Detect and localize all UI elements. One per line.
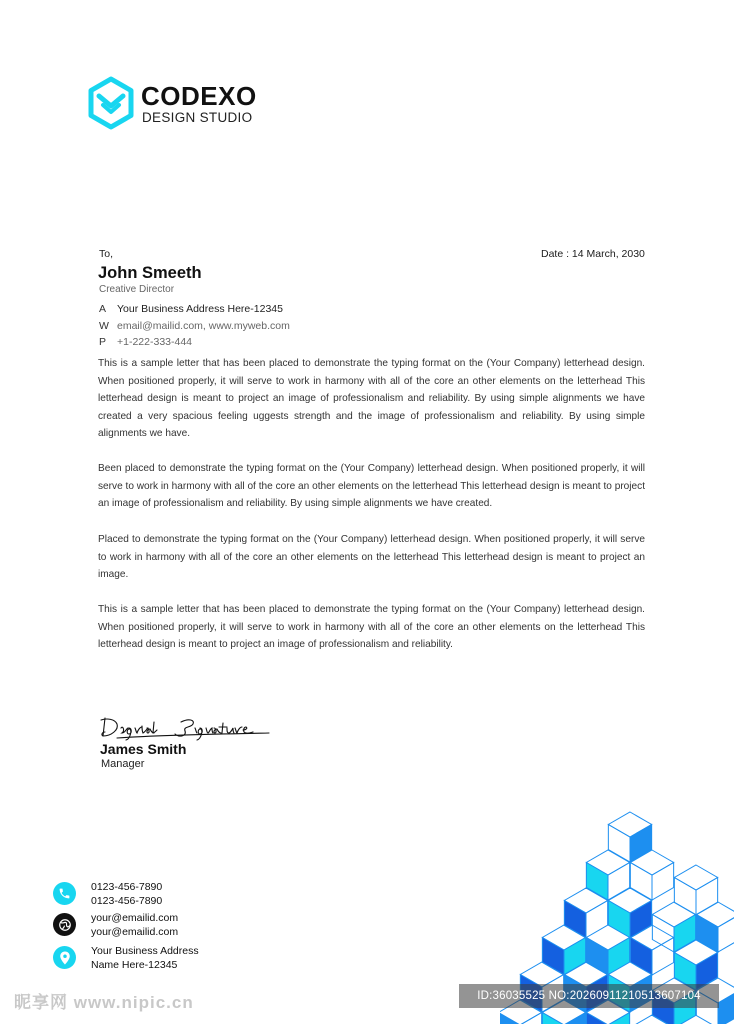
cube-face	[586, 1013, 608, 1025]
web-value: email@mailid.com, www.myweb.com	[117, 320, 290, 332]
cube-face	[500, 1013, 520, 1025]
cube-face	[652, 938, 674, 976]
cube-face	[652, 915, 674, 953]
body-paragraph: Placed to demonstrate the typing format on the (Your Company) letterhead design. When positioned properly, it will serve to work in harmony with all of the core an other elements on the letterhead This letterhead design is meant to project an image.	[98, 534, 645, 581]
signer-name: James Smith	[100, 741, 187, 757]
footer-emails	[91, 912, 178, 939]
phone-icon	[53, 882, 76, 905]
body-paragraph: This is a sample letter that has been placed to demonstrate the typing format on the (Your Company) letterhead design. When positioned properly, it will serve to work in harmony with all of the core an other elements on the letterhead This letterhead design is meant to project an image of professionalism and reliability. By using simple alignments we have created a very spacious feeling uggests strength and the image of professionalism and reliability. By using simple alignments we have.	[98, 358, 645, 440]
brand-name: CODEXO	[141, 81, 257, 111]
watermark-left: 昵享网 www.nipic.cn	[14, 993, 194, 1012]
cube-face	[674, 878, 696, 916]
globe-icon	[53, 913, 76, 936]
cube-face	[674, 865, 717, 890]
recipient-title: Creative Director	[99, 284, 175, 295]
footer-email-1: your@emailid.com	[91, 912, 179, 924]
cube-face	[718, 915, 734, 953]
letter-date: Date : 14 March, 2030	[541, 248, 645, 260]
footer-phone-2: 0123-456-7890	[91, 894, 163, 907]
brand-subtitle: DESIGN STUDIO	[142, 110, 253, 125]
address-value: Your Business Address Here-12345	[117, 303, 283, 315]
watermark-id-badge: ID:36035525 NO:20260911210513607104	[459, 984, 719, 1008]
recipient-phone-row	[99, 336, 192, 348]
footer-phone-1: 0123-456-7890	[91, 881, 163, 893]
cube-face	[696, 878, 718, 916]
handwritten-signature	[97, 714, 273, 744]
hexagon-chevron-logo-icon	[88, 76, 134, 130]
cube-face	[630, 901, 652, 939]
body-paragraph: This is a sample letter that has been placed to demonstrate the typing format on the (Your Company) letterhead design. When positioned properly, it will serve to work in harmony with all of the core an other elements on the letterhead This letterhead design is meant to project an image of professionalism and reliability.	[98, 604, 645, 651]
web-key: W	[99, 320, 109, 332]
location-pin-icon	[53, 946, 76, 969]
footer-address-line-2: Name Here-12345	[91, 958, 178, 971]
to-label: To,	[99, 248, 114, 260]
recipient-address-row	[99, 303, 283, 315]
cube-face	[542, 1013, 564, 1025]
address-key: A	[99, 303, 107, 315]
signer-role: Manager	[101, 758, 145, 770]
footer-email-2: your@emailid.com	[91, 925, 179, 938]
phone-value: +1-222-333-444	[117, 336, 193, 348]
cube-face	[652, 863, 674, 901]
phone-key: P	[99, 336, 107, 348]
footer-phone-numbers	[91, 881, 162, 908]
cube-face	[542, 938, 564, 976]
cube-face	[564, 1013, 586, 1025]
footer-address-line-1: Your Business Address	[91, 945, 199, 957]
cube-face	[564, 938, 586, 976]
cube-face	[520, 1013, 542, 1025]
recipient-web-row	[99, 320, 290, 332]
body-paragraph: Been placed to demonstrate the typing format on the (Your Company) letterhead design. When positioned properly, it will serve to work in harmony with all of the core an other elements on the letterhead This letterhead design is meant to project an image of professionalism and reliability. By using simple alignments we have created.	[98, 463, 645, 510]
recipient-name: John Smeeth	[98, 264, 202, 282]
footer-address	[91, 945, 199, 972]
cube-face	[608, 1013, 630, 1025]
